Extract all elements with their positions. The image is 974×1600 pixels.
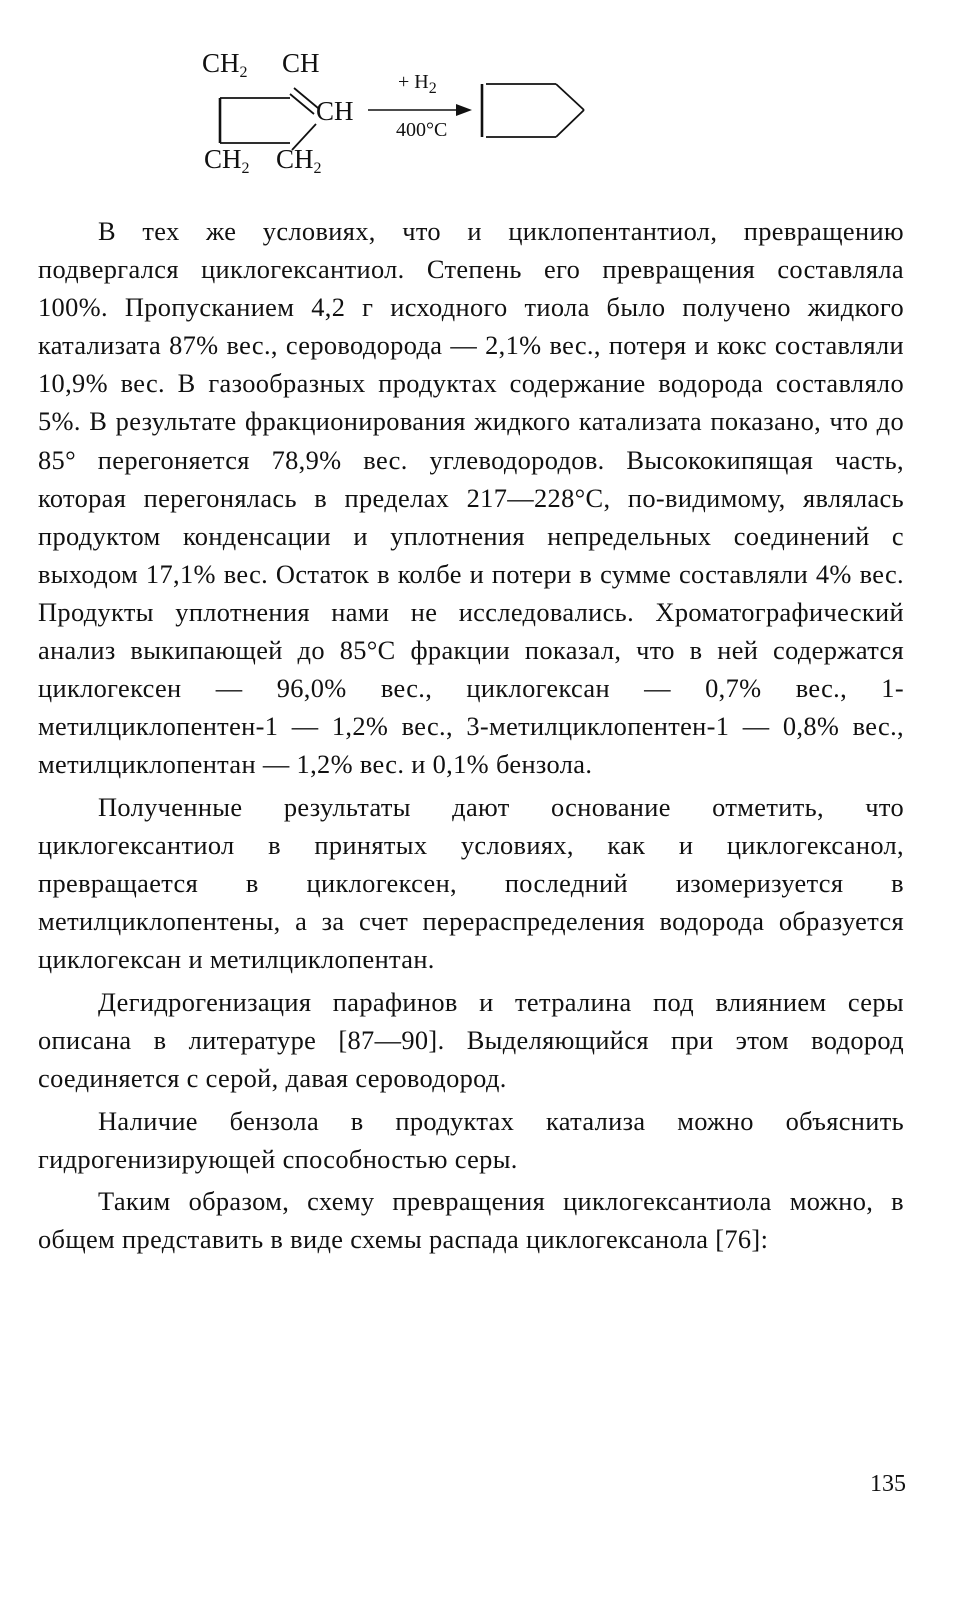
arrow-reagent: + $H_2$ bbox=[398, 71, 437, 97]
reaction-scheme-lines bbox=[190, 40, 610, 180]
product-bond-upper-right bbox=[556, 84, 584, 110]
paragraph-5: Таким образом, схему превращения циклогексантиола можно, в общем представить в виде схемы распада циклогексанола [76]: bbox=[38, 1186, 904, 1255]
paragraph-2: Полученные результаты дают основание отметить, что циклогексантиол в принятых условиях, как и циклогексанол, превращается в циклогексен, последний изомеризуется в метилциклопентены, а за счет перераспределения водорода образуется циклогексан и метилциклопентан. bbox=[38, 791, 904, 975]
double-bond-a bbox=[294, 88, 318, 108]
atom-bottom-left: $CH_2$ bbox=[204, 144, 250, 177]
product-bond-lower-right bbox=[556, 110, 584, 137]
body-text bbox=[38, 212, 904, 1259]
page-number: 135 bbox=[870, 1471, 906, 1497]
paragraph-4: Наличие бензола в продуктах катализа можно объяснить гидрогенизирующей способностью серы. bbox=[38, 1105, 904, 1174]
atom-apex: CH bbox=[316, 96, 354, 126]
atom-bottom-right: $CH_2$ bbox=[276, 144, 322, 177]
double-bond-b bbox=[290, 94, 314, 114]
reaction-scheme bbox=[190, 40, 610, 180]
paragraph-3: Дегидрогенизация парафинов и тетралина под влиянием серы описана в литературе [87—90]. Выделяющийся при этом водород соединяется с серой, давая сероводород. bbox=[38, 986, 904, 1094]
paragraph-1: В тех же условиях, что и циклопентантиол, превращению подвергался циклогексантиол. Степень его превращения составляла 100%. Пропусканием 4,2 г исходного тиола было получено жидкого катализата 87% вес., сероводорода — 2,1% вес., потеря и кокс составляли 10,9% вес. В газообразных продуктах содержание водорода составляло 5%. В результате фракционирования жидкого катализата показано, что до 85° перегоняется 78,9% вес. углеводородов. Высококипящая часть, которая перегонялась в пределах 217—228°С, по-видимому, являлась продуктом конденсации и уплотнения непредельных соединений с выходом 17,1% вес. Остаток в колбе и потери в сумме составляли 4% вес. Продукты уплотнения нами не исследовались. Хроматографический анализ выкипающей до 85°С фракции показал, что в ней содержатся циклогексен — 96,0% вес., циклогексан — 0,7% вес., 1-метилциклопентен-1 — 1,2% вес., 3-метилциклопентен-1 — 0,8% вес., метилциклопентан — 1,2% вес. и 0,1% бензола. bbox=[38, 216, 904, 780]
atom-top-left: $CH_2$ bbox=[202, 48, 248, 81]
atom-top-right: CH bbox=[282, 48, 320, 78]
arrow-head bbox=[456, 104, 472, 116]
arrow-temperature: 400°C bbox=[396, 119, 448, 141]
